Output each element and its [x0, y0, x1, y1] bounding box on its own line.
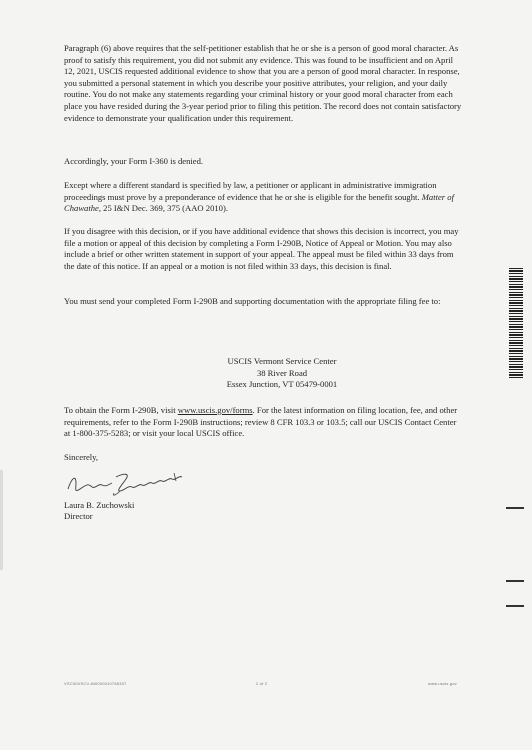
citation-detail: , 25 I&N Dec. 369, 375 (AAO 2010).: [98, 203, 228, 214]
scan-edge-shadow: [0, 470, 3, 570]
form-info-rest: . For the latest information on filing location, fee, and other requirements, refer to the Form I-290B instructions; review 8 CFR 103.3 or 103.5; call our USCIS Contact Center at 1-800-375-5283; or visit your local USCIS office.: [64, 405, 458, 439]
filing-instructions-paragraph: You must send your completed Form I-290B and supporting documentation with the appropriate filing fee to:: [64, 296, 441, 306]
denial-statement: Accordingly, your Form I-360 is denied.: [64, 156, 204, 166]
address-line-3: Essex Junction, VT 05479-0001: [226, 379, 338, 390]
margin-tick-mark: [506, 580, 524, 582]
address-line-1: USCIS Vermont Service Center: [227, 356, 337, 366]
signer-name: Laura B. Zuchowski: [64, 500, 135, 510]
appeal-paragraph: If you disagree with this decision, or if you have additional evidence that shows this decision is incorrect, you may file a motion or appeal of this decision by completing a Form I-290B, Notice of Appeal or Motion. You may also include a brief or other written statement in support of your appeal. The appeal must be filed within 33 days from the date of this notice. If an appeal or a motion is not filed within 33 days, this decision is final.: [64, 226, 459, 271]
case-citation: Matter of Chawathe: [64, 191, 454, 214]
mailing-address: [190, 356, 374, 391]
footer-receipt-id: VSC00VSCV-AW000010766337: [64, 681, 127, 686]
uscis-forms-link[interactable]: www.uscis.gov/forms: [177, 405, 253, 415]
footer-website: www.uscis.gov: [428, 681, 457, 686]
margin-tick-mark: [506, 605, 524, 607]
good-moral-character-paragraph: Paragraph (6) above requires that the self-petitioner establish that he or she is a person of good moral character. As proof to satisfy this requirement, you did not submit any evidence. This was found to be insufficient and on April 12, 2021, USCIS requested additional evidence to show that you are a person of good moral character. In response, you submitted a personal statement in which you describe your positive attributes, your religion, and your daily routine. You do not make any statements regarding your criminal history or your good moral character from each place you have resided during the 3-year period prior to filing this petition. The record does not contain satisfactory evidence to demonstrate your qualification under this requirement.: [64, 43, 462, 123]
salutation: Sincerely,: [64, 452, 99, 462]
side-barcode: [509, 268, 523, 380]
signer-title: Director: [64, 511, 93, 521]
address-line-2: 38 River Road: [256, 367, 308, 378]
burden-text: Except where a different standard is specified by law, a petitioner or applicant in administrative immigration proceedings must prove by a preponderance of evidence that he or she is eligible for the benefit sought.: [64, 180, 437, 202]
handwritten-signature: [64, 469, 194, 499]
form-info-text: To obtain the Form I-290B, visit: [64, 405, 176, 415]
form-info-paragraph: [64, 405, 462, 440]
footer-page-number: 2 of 2: [256, 681, 268, 686]
margin-tick-mark: [506, 507, 524, 509]
burden-of-proof-paragraph: [64, 180, 462, 215]
